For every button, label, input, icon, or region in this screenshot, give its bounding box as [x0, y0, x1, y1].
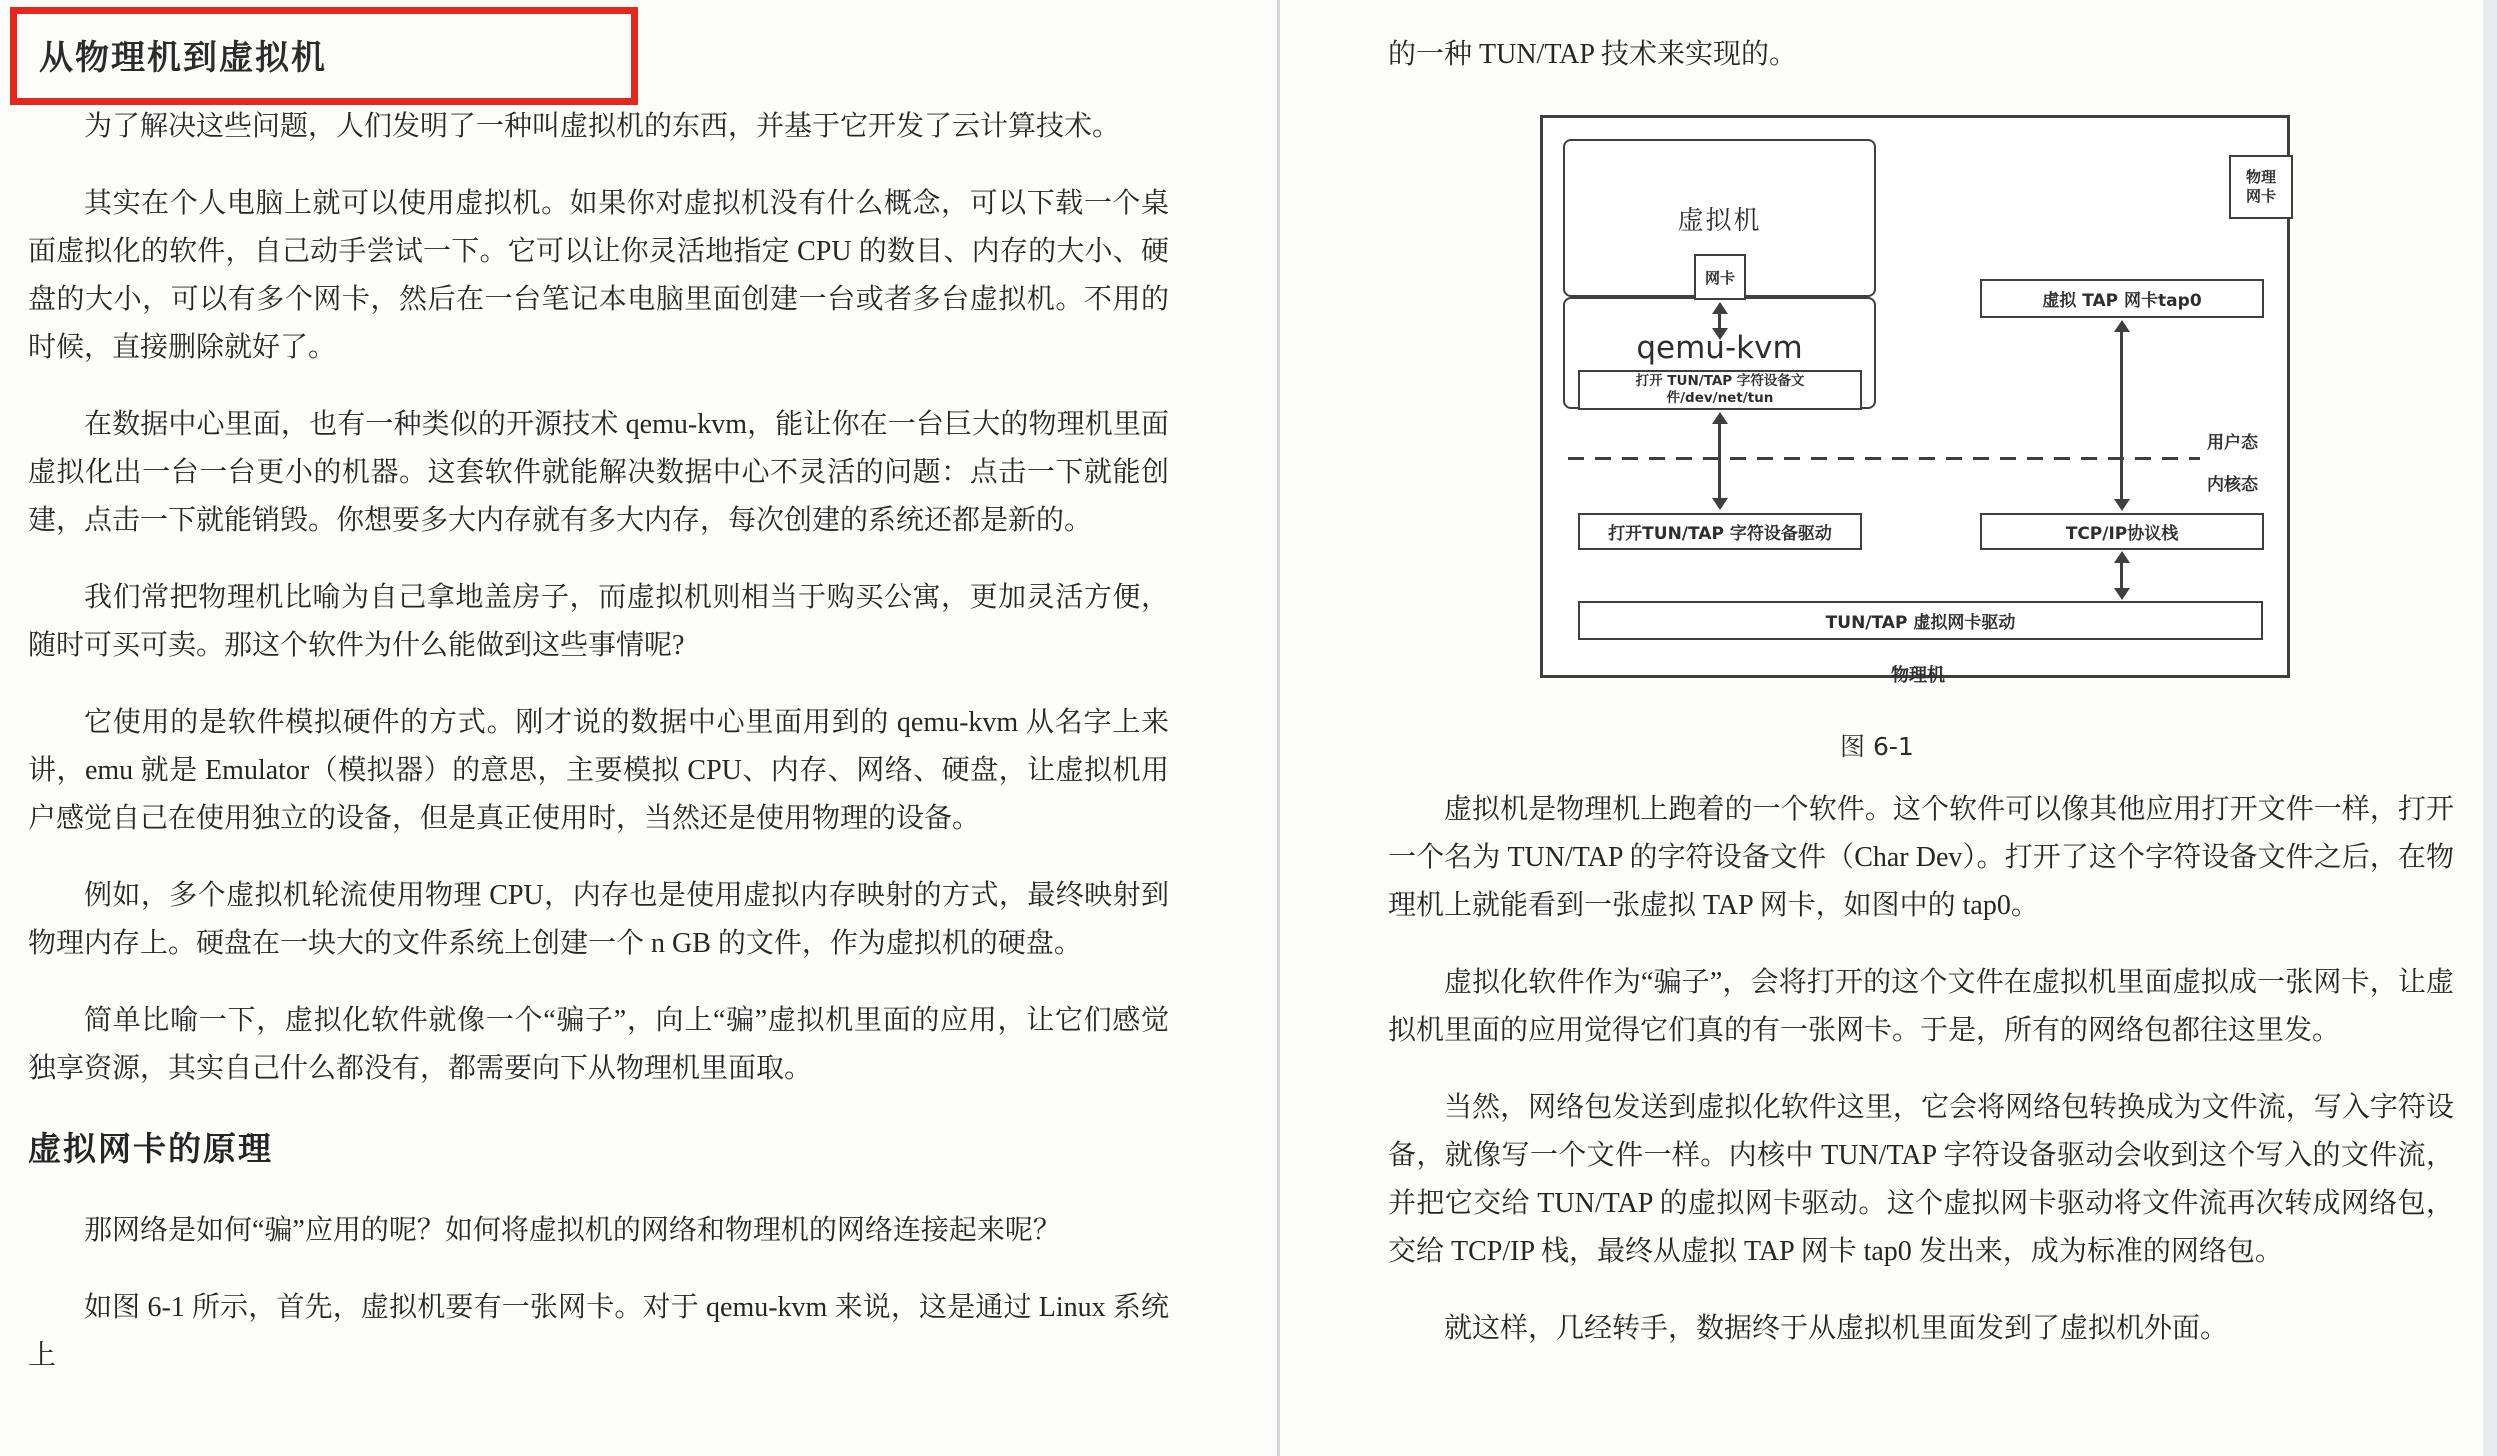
user-kernel-boundary-dashed-line	[1568, 457, 2200, 460]
vm-label: 虚拟机	[1677, 205, 1762, 236]
tap-nic-driver-label: TUN/TAP 虚拟网卡驱动	[1825, 613, 2016, 633]
tap-nic-driver-box	[1578, 601, 2263, 640]
virtual-tap-nic-label: 虚拟 TAP 网卡tap0	[2042, 291, 2202, 311]
double-arrow-qemu-chardriver	[1718, 424, 1721, 498]
physical-machine-label: 物理机	[1891, 665, 1945, 686]
page-edge-shadow	[2483, 0, 2497, 1456]
physical-nic-label-line1: 物理	[2245, 168, 2276, 186]
paragraph: 它使用的是软件模拟硬件的方式。刚才说的数据中心里面用到的 qemu-kvm 从名字上来讲，emu 就是 Emulator（模拟器）的意思，主要模拟 CPU、内存、网络、硬盘，让虚拟机用户感觉自己在使用独立的设备，但是真正使用时，当然还是使用物理的设备。	[28, 707, 1169, 834]
section-title: 从物理机到虚拟机	[39, 38, 327, 78]
paragraph: 就这样，几经转手，数据终于从虚拟机里面发到了虚拟机外面。	[1444, 1313, 2229, 1344]
user-mode-label: 用户态	[2207, 433, 2258, 453]
paragraph: 例如，多个虚拟机轮流使用物理 CPU，内存也是使用虚拟内存映射的方式，最终映射到物理内存上。硬盘在一块大的文件系统上创建一个 n GB 的文件，作为虚拟机的硬盘。	[28, 880, 1169, 959]
paragraph: 虚拟化软件作为“骗子”，会将打开的这个文件在虚拟机里面虚拟成一张网卡，让虚拟机里面的应用觉得它们真的有一张网卡。于是，所有的网络包都往这里发。	[1388, 967, 2454, 1046]
kernel-mode-label: 内核态	[2207, 475, 2258, 495]
paragraph: 在数据中心里面，也有一种类似的开源技术 qemu-kvm，能让你在一台巨大的物理机里面虚拟化出一台一台更小的机器。这套软件就能解决数据中心不灵活的问题：点击一下就能创建，点击一下就能销毁。你想要多大内存就有多大内存，每次创建的系统还都是新的。	[28, 409, 1169, 536]
open-char-dev-file-line1: 打开 TUN/TAP 字符设备文	[1635, 373, 1805, 389]
vm-nic-label: 网卡	[1704, 268, 1735, 287]
tcpip-stack-label: TCP/IP协议栈	[2065, 524, 2179, 544]
paragraph: 我们常把物理机比喻为自己拿地盖房子，而虚拟机则相当于购买公寓，更加灵活方便，随时可买可卖。那这个软件为什么能做到这些事情呢?	[28, 582, 1169, 661]
figure-caption: 图 6-1	[1840, 732, 1914, 761]
page-divider	[1277, 0, 1280, 1456]
open-char-dev-file-line2: 件/dev/net/tun	[1666, 390, 1774, 406]
double-arrow-tap-tcpip	[2120, 332, 2123, 499]
paragraph: 的一种 TUN/TAP 技术来实现的。	[1388, 39, 1797, 70]
paragraph: 那网络是如何“骗”应用的呢？如何将虚拟机的网络和物理机的网络连接起来呢？	[84, 1215, 1061, 1246]
open-char-dev-file-box	[1578, 370, 1862, 410]
paragraph: 简单比喻一下，虚拟化软件就像一个“骗子”，向上“骗”虚拟机里面的应用，让它们感觉独享资源，其实自己什么都没有，都需要向下从物理机里面取。	[28, 1005, 1169, 1084]
qemu-kvm-label: qemu-kvm	[1636, 330, 1803, 366]
paragraph: 虚拟机是物理机上跑着的一个软件。这个软件可以像其他应用打开文件一样，打开一个名为 TUN/TAP 的字符设备文件（Char Dev）。打开了这个字符设备文件之后，在物理机上就能看到一张虚拟 TAP 网卡，如图中的 tap0。	[1388, 794, 2454, 921]
left-page-text-column	[28, 103, 1169, 1409]
right-page-text-column	[1388, 786, 2454, 1382]
double-arrow-nic-qemu	[1718, 314, 1721, 328]
tcpip-stack-box	[1980, 513, 2264, 550]
physical-nic-label-line2: 网卡	[2245, 187, 2276, 205]
paragraph: 当然，网络包发送到虚拟化软件这里，它会将网络包转换成为文件流，写入字符设备，就像写一个文件一样。内核中 TUN/TAP 字符设备驱动会收到这个写入的文件流，并把它交给 TUN/TAP 的虚拟网卡驱动。这个虚拟网卡驱动将文件流再次转成网络包，交给 TCP/IP 栈，最终从虚拟 TAP 网卡 tap0 发出来，成为标准的网络包。	[1388, 1092, 2454, 1267]
virtual-tap-nic-box	[1980, 279, 2264, 318]
subsection-title: 虚拟网卡的原理	[28, 1129, 273, 1168]
chapter-title-highlight-box	[10, 7, 638, 105]
char-device-driver-label: 打开TUN/TAP 字符设备驱动	[1608, 524, 1832, 544]
paragraph: 如图 6-1 所示，首先，虚拟机要有一张网卡。对于 qemu-kvm 来说，这是通过 Linux 系统上	[28, 1292, 1169, 1371]
paragraph: 为了解决这些问题，人们发明了一种叫虚拟机的东西，并基于它开发了云计算技术。	[84, 111, 1121, 142]
vm-nic-box	[1694, 254, 1746, 300]
paragraph: 其实在个人电脑上就可以使用虚拟机。如果你对虚拟机没有什么概念，可以下载一个桌面虚拟化的软件，自己动手尝试一下。它可以让你灵活地指定 CPU 的数目、内存的大小、硬盘的大小，可以有多个网卡，然后在一台笔记本电脑里面创建一台或者多台虚拟机。不用的时候，直接删除就好了。	[28, 188, 1169, 363]
physical-nic-box	[2229, 155, 2293, 219]
char-device-driver-box	[1578, 513, 1862, 550]
double-arrow-tcpip-tapdriver	[2120, 563, 2123, 588]
figure-6-1-diagram	[1540, 115, 2290, 686]
